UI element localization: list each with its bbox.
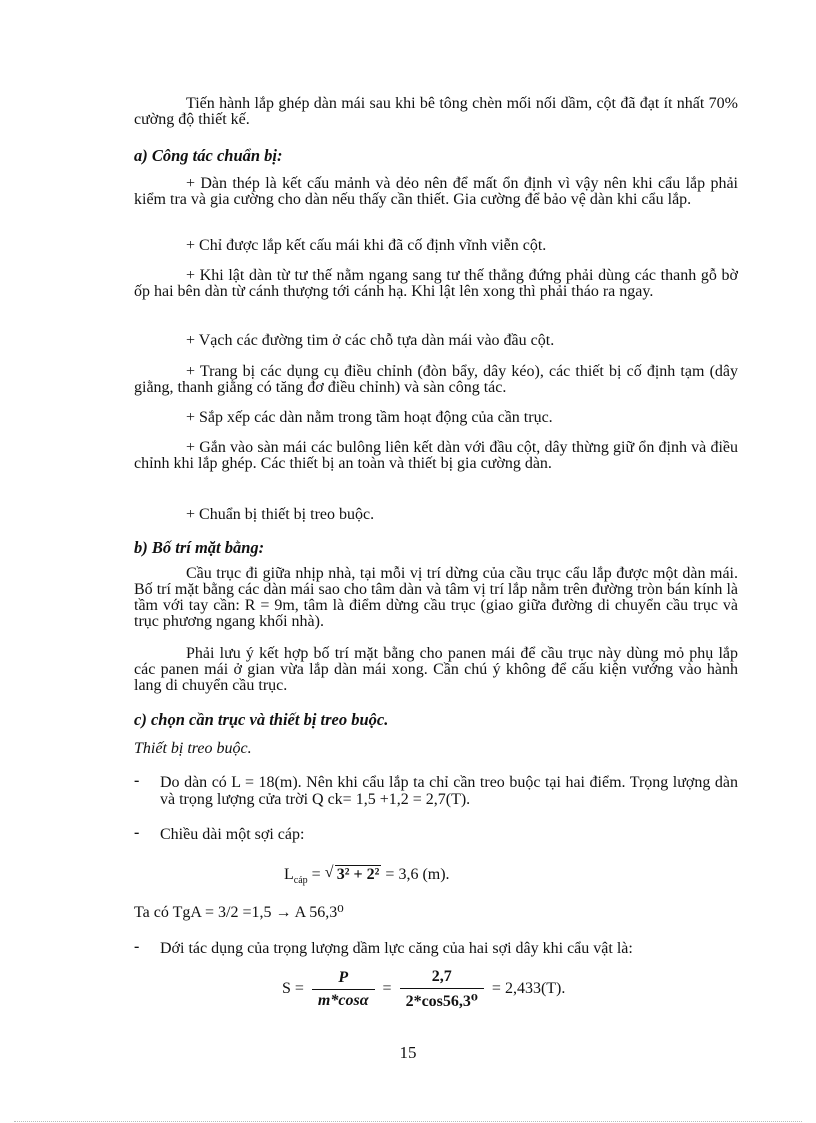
dash-marker: -	[134, 938, 140, 955]
section-a-item-6: + Sắp xếp các dàn nằm trong tầm hoạt động của cần trục.	[186, 409, 553, 426]
radical-icon: √	[324, 864, 334, 881]
fraction-2	[400, 968, 484, 1011]
bullet-2	[134, 826, 738, 843]
footer-divider	[14, 1121, 802, 1122]
tension-eq: =	[382, 980, 392, 998]
tension-formula	[282, 968, 565, 1011]
cable-length-formula	[284, 866, 450, 886]
section-a-item-2: + Chỉ được lắp kết cấu mái khi đã cố định vĩnh viễn cột.	[186, 237, 547, 254]
square-root	[325, 866, 382, 884]
bullet-2-text: Chiều dài một sợi cáp:	[160, 826, 305, 843]
section-a-heading: a) Công tác chuẩn bị:	[134, 146, 283, 165]
section-a-item-8: + Chuẩn bị thiết bị treo buộc.	[186, 506, 375, 523]
bullet-1-text: Do dàn có L = 18(m). Nên khi cẩu lắp ta chỉ cần treo buộc tại hai điểm. Trọng lượng dàn và trọng lượng cửa trời Q ck= 1,5 +1,2 = 2,7(T).	[160, 774, 738, 808]
page-number: 15	[399, 1043, 417, 1062]
bullet-3-text: Dới tác dụng của trọng lượng dầm lực căng của hai sợi dây khi cẩu vật là:	[160, 940, 633, 957]
section-a-item-7: + Gắn vào sàn mái các bulông liên kết dàn với đầu cột, dây thừng giữ ổn định và điều chỉnh khi lắp ghép. Các thiết bị an toàn và thiết bị gia cường dàn.	[134, 439, 738, 472]
section-a-item-4: + Vạch các đường tim ở các chỗ tựa dàn mái vào đầu cột.	[186, 332, 555, 349]
fraction-1-denominator: m*cosα	[317, 992, 369, 1009]
section-c-subheading: Thiết bị treo buộc.	[134, 740, 252, 757]
tg-line: Ta có TgA = 3/2 =1,5 → A 56,3⁰	[134, 904, 344, 921]
dash-marker: -	[134, 824, 140, 841]
cable-lhs: L	[284, 866, 294, 883]
section-b-paragraph-2: Phải lưu ý kết hợp bố trí mặt bằng cho panen mái để cầu trục này dùng mỏ phụ lắp các panen mái ở gian vừa lắp dàn mái xong. Cần chú ý không để cấu kiện vướng vào hành lang di chuyển cầu trục.	[134, 645, 738, 694]
fraction-1-numerator: P	[312, 969, 375, 990]
tension-rhs: = 2,433(T).	[491, 980, 566, 998]
bullet-3	[134, 940, 738, 957]
fraction-2-numerator: 2,7	[400, 968, 484, 989]
fraction-1	[312, 969, 375, 1010]
section-a-item-1: + Dàn thép là kết cấu mảnh và dẻo nên để mất ổn định vì vậy nên khi cẩu lắp phải kiểm tra và gia cường cho dàn nếu thấy cần thiết. Gia cường để bảo vệ dàn khi cẩu lắp.	[134, 175, 738, 208]
section-b-paragraph-1: Cầu trục đi giữa nhịp nhà, tại mỗi vị trí dừng của cầu trục cẩu lắp được một dàn mái. Bố trí mặt bằng các dàn mái sao cho tâm dàn và tâm vị trí lắp nằm trên đường tròn bán kính là tầm với tay cần: R = 9m, tâm là điểm dừng cầu trục (giao giữa đường di chuyển cầu trục và trục phương ngang khối nhà).	[134, 565, 738, 630]
cable-rhs: = 3,6 (m).	[385, 866, 450, 883]
cable-eq: =	[307, 866, 325, 883]
cable-radicand: 3² + 2²	[336, 866, 380, 883]
section-a-item-5: + Trang bị các dụng cụ điều chỉnh (đòn bẩy, dây kéo), các thiết bị cố định tạm (dây giằng, thanh giằng có tăng đơ điều chỉnh) và sàn công tác.	[134, 363, 738, 396]
section-a-item-3: + Khi lật dàn từ tư thế nằm ngang sang tư thế thẳng đứng phải dùng các thanh gỗ bờ ốp hai bên dàn từ cánh thượng tới cánh hạ. Khi lật lên xong thì phải tháo ra ngay.	[134, 267, 738, 300]
tension-lhs: S =	[282, 980, 304, 998]
section-b-heading: b) Bố trí mặt bằng:	[134, 538, 265, 557]
fraction-2-denominator: 2*cos56,3⁰	[405, 993, 478, 1010]
intro-paragraph: Tiến hành lắp ghép dàn mái sau khi bê tông chèn mối nối dầm, cột đã đạt ít nhất 70% cường độ thiết kế.	[134, 95, 738, 128]
section-c-heading: c) chọn cần trục và thiết bị treo buộc.	[134, 710, 389, 729]
cable-lhs-subscript: cáp	[293, 875, 308, 887]
dash-marker: -	[134, 772, 140, 789]
bullet-1	[134, 774, 738, 808]
